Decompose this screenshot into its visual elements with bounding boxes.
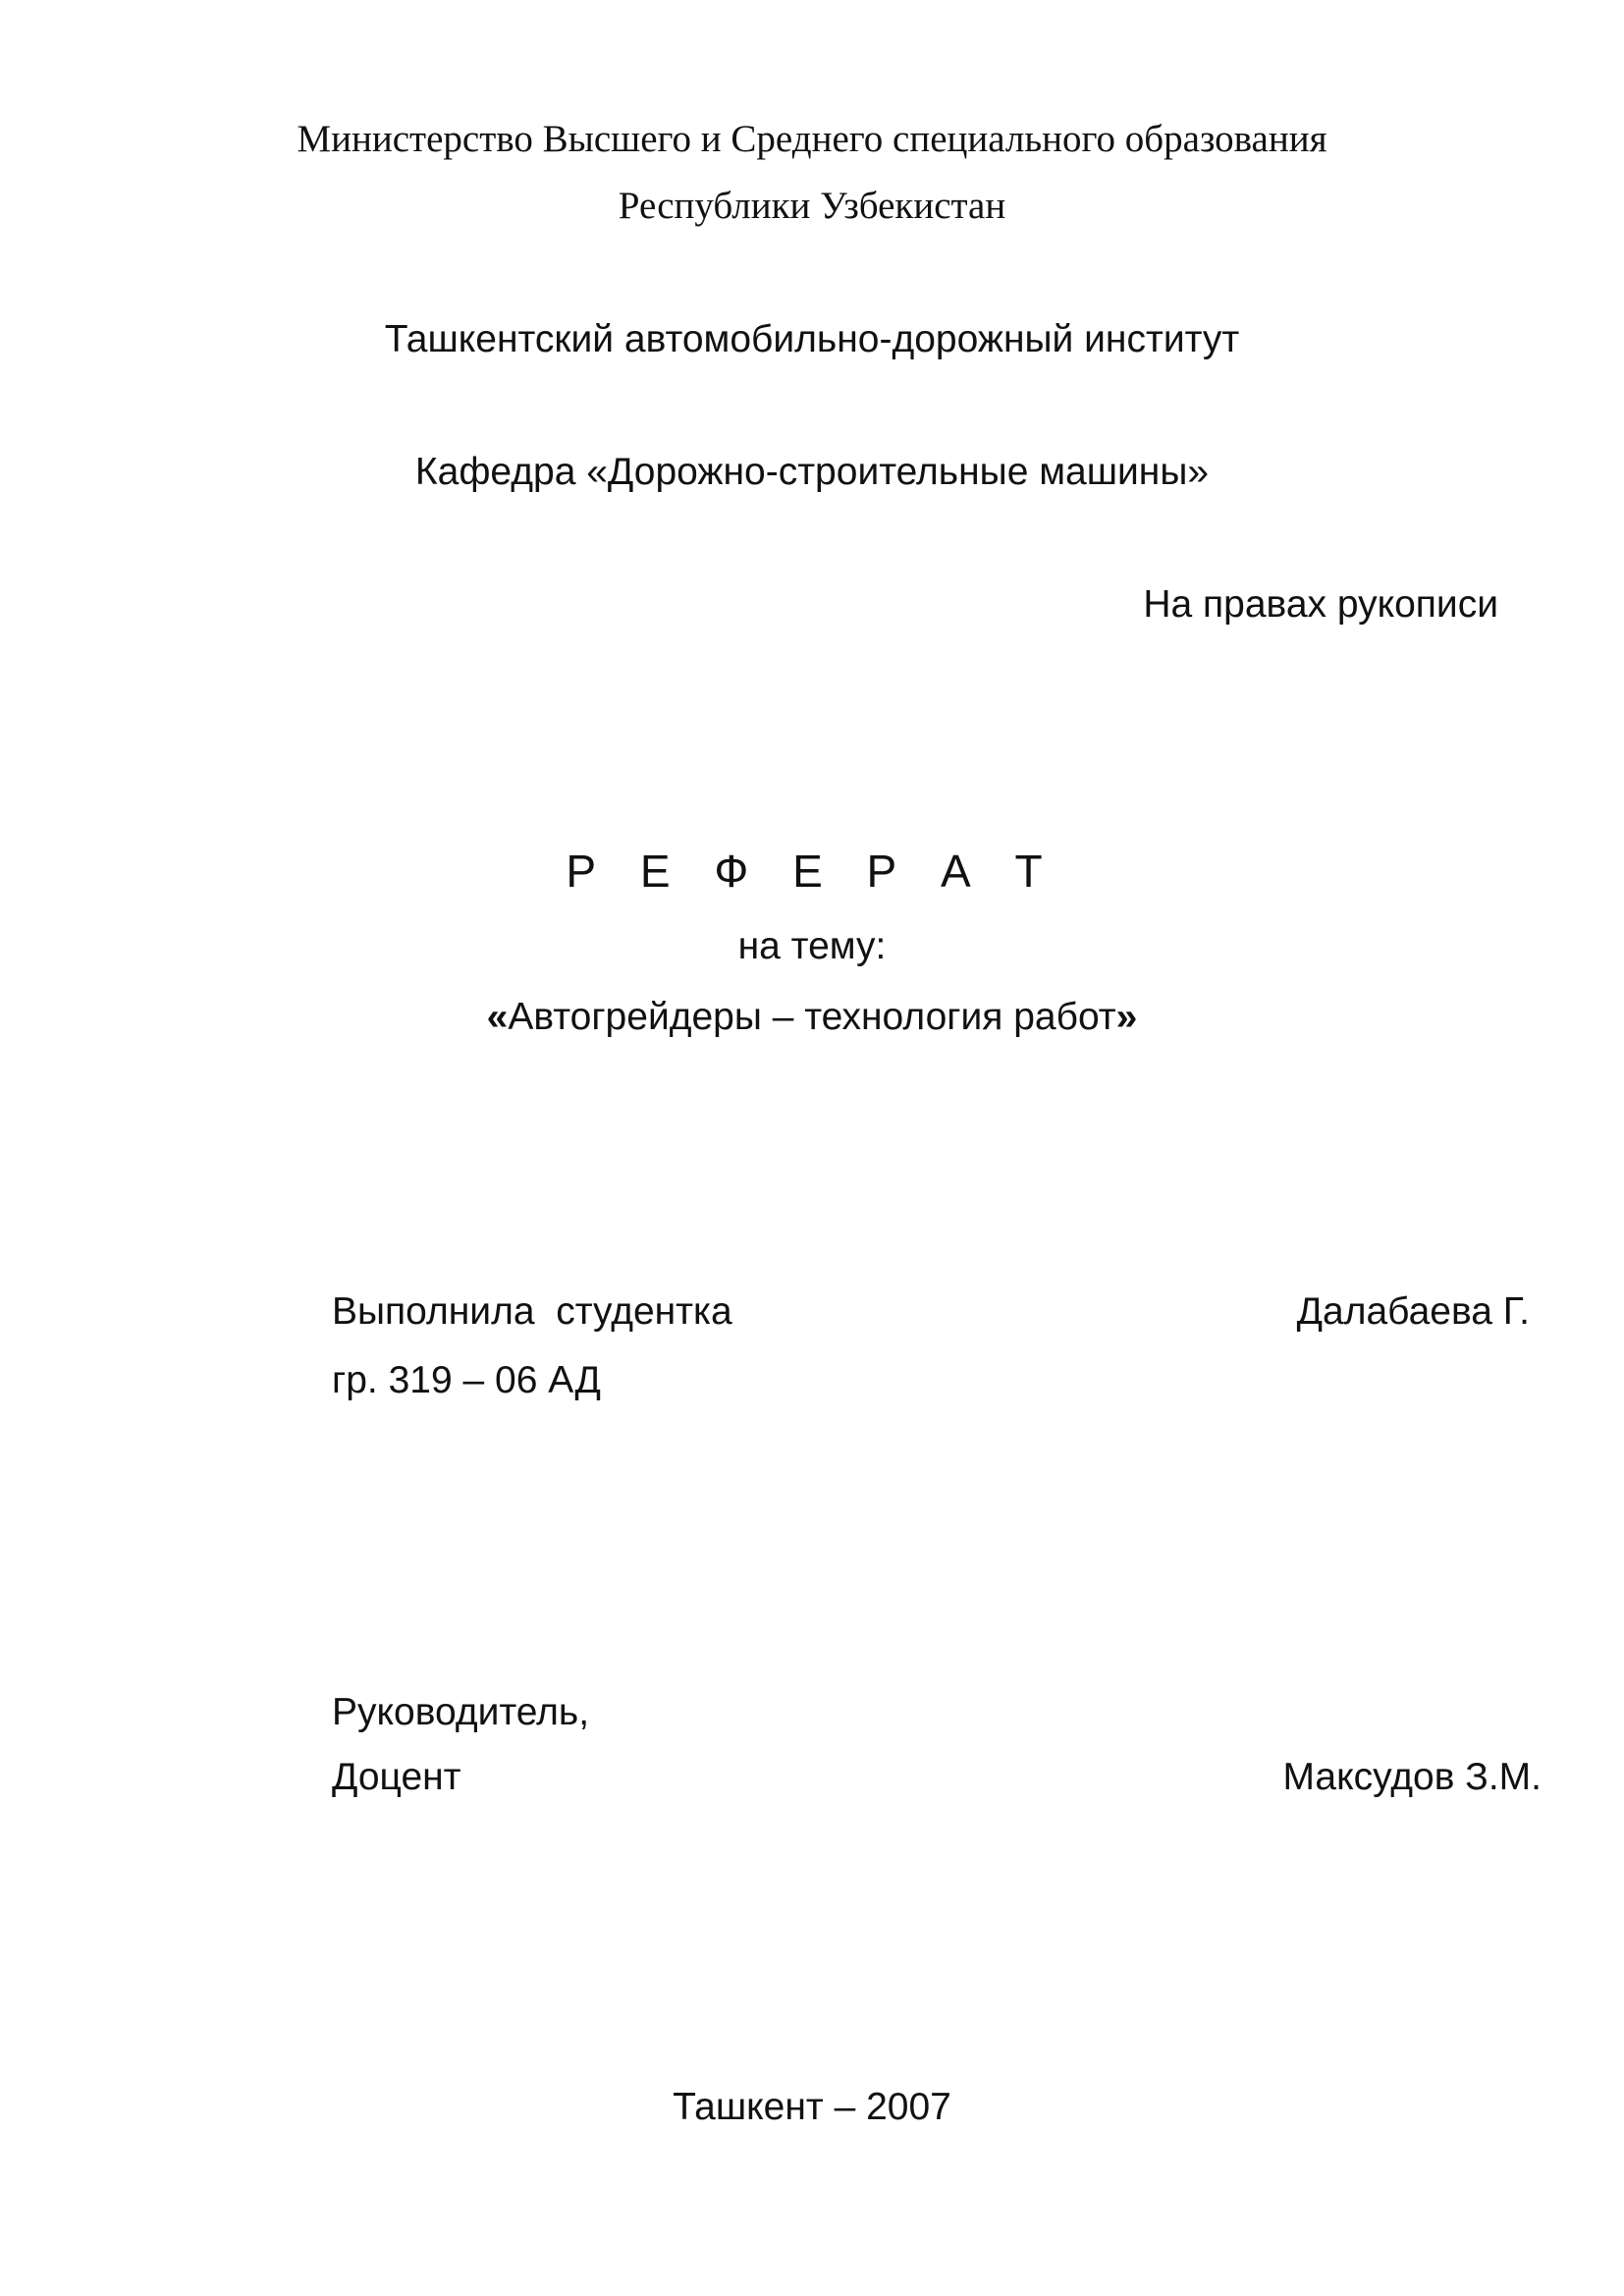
- supervisor-name: Максудов З.М.: [1282, 1756, 1542, 1798]
- rights-note: На правах рукописи: [1143, 583, 1498, 626]
- ministry-line-2: Республики Узбекистан: [618, 185, 1006, 227]
- topic-open-quote: «: [486, 996, 509, 1038]
- document-subtitle: на тему:: [737, 925, 887, 967]
- ministry-line-1: Министерство Высшего и Среднего специального образования: [297, 118, 1327, 160]
- author-name: Далабаева Г.: [1296, 1290, 1530, 1333]
- supervisor-position: Доцент: [332, 1756, 461, 1798]
- topic-close-quote: »: [1115, 996, 1138, 1038]
- city-year: Ташкент – 2007: [673, 2086, 951, 2128]
- topic-text: Автогрейдеры – технология работ: [508, 996, 1116, 1038]
- author-group: гр. 319 – 06 АД: [332, 1359, 601, 1401]
- document-topic: [0, 998, 1624, 1036]
- institute-name: Ташкентский автомобильно-дорожный институт: [384, 318, 1240, 360]
- supervisor-label: Руководитель,: [332, 1691, 590, 1733]
- department-name: Кафедра «Дорожно-строительные машины»: [414, 451, 1210, 493]
- author-label: Выполнила студентка: [332, 1290, 732, 1333]
- document-title: Р Е Ф Е Р А Т: [566, 846, 1058, 897]
